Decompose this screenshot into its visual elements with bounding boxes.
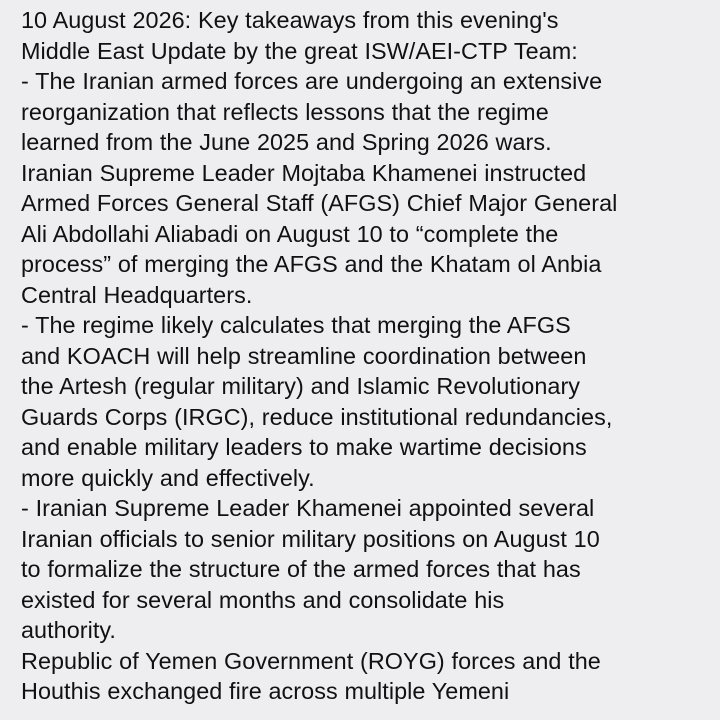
message-line: and enable military leaders to make wartime decisions	[21, 434, 587, 460]
message-line: Iranian officials to senior military positions on August 10	[21, 525, 600, 552]
message-line: Iranian Supreme Leader Mojtaba Khamenei instructed	[21, 159, 587, 186]
message-line: to formalize the structure of the armed forces that has	[21, 556, 581, 582]
message-line: - The Iranian armed forces are undergoing an extensive	[21, 68, 603, 94]
message-line: Central Headquarters.	[21, 281, 253, 308]
message-line: existed for several months and consolidate his	[21, 586, 505, 613]
message-text[interactable]	[21, 5, 706, 707]
message-line: Houthis exchanged fire across multiple Yemeni	[21, 678, 510, 704]
message-line: 10 August 2026: Key takeaways from this evening's	[21, 7, 559, 33]
message-line: learned from the June 2025 and Spring 2026 wars.	[21, 129, 552, 155]
message-line: Middle East Update by the great ISW/AEI-CTP Team:	[21, 37, 578, 64]
message-line: Guards Corps (IRGC), reduce institutional redundancies,	[21, 403, 613, 430]
message-line: more quickly and effectively.	[21, 464, 315, 491]
message-line: and KOACH will help streamline coordination between	[21, 342, 587, 369]
message-line: authority.	[21, 617, 116, 643]
message-line: reorganization that reflects lessons that the regime	[21, 98, 549, 125]
message-line: - The regime likely calculates that merging the AFGS	[21, 312, 571, 338]
message-line: Republic of Yemen Government (ROYG) forces and the	[21, 647, 601, 674]
message-line: - Iranian Supreme Leader Khamenei appointed several	[21, 495, 595, 521]
message-line: the Artesh (regular military) and Islamic Revolutionary	[21, 373, 581, 399]
message-line: Ali Abdollahi Aliabadi on August 10 to “complete the	[21, 220, 559, 247]
message-line: Armed Forces General Staff (AFGS) Chief Major General	[21, 190, 618, 216]
message-line: process” of merging the AFGS and the Khatam ol Anbia	[21, 251, 602, 277]
